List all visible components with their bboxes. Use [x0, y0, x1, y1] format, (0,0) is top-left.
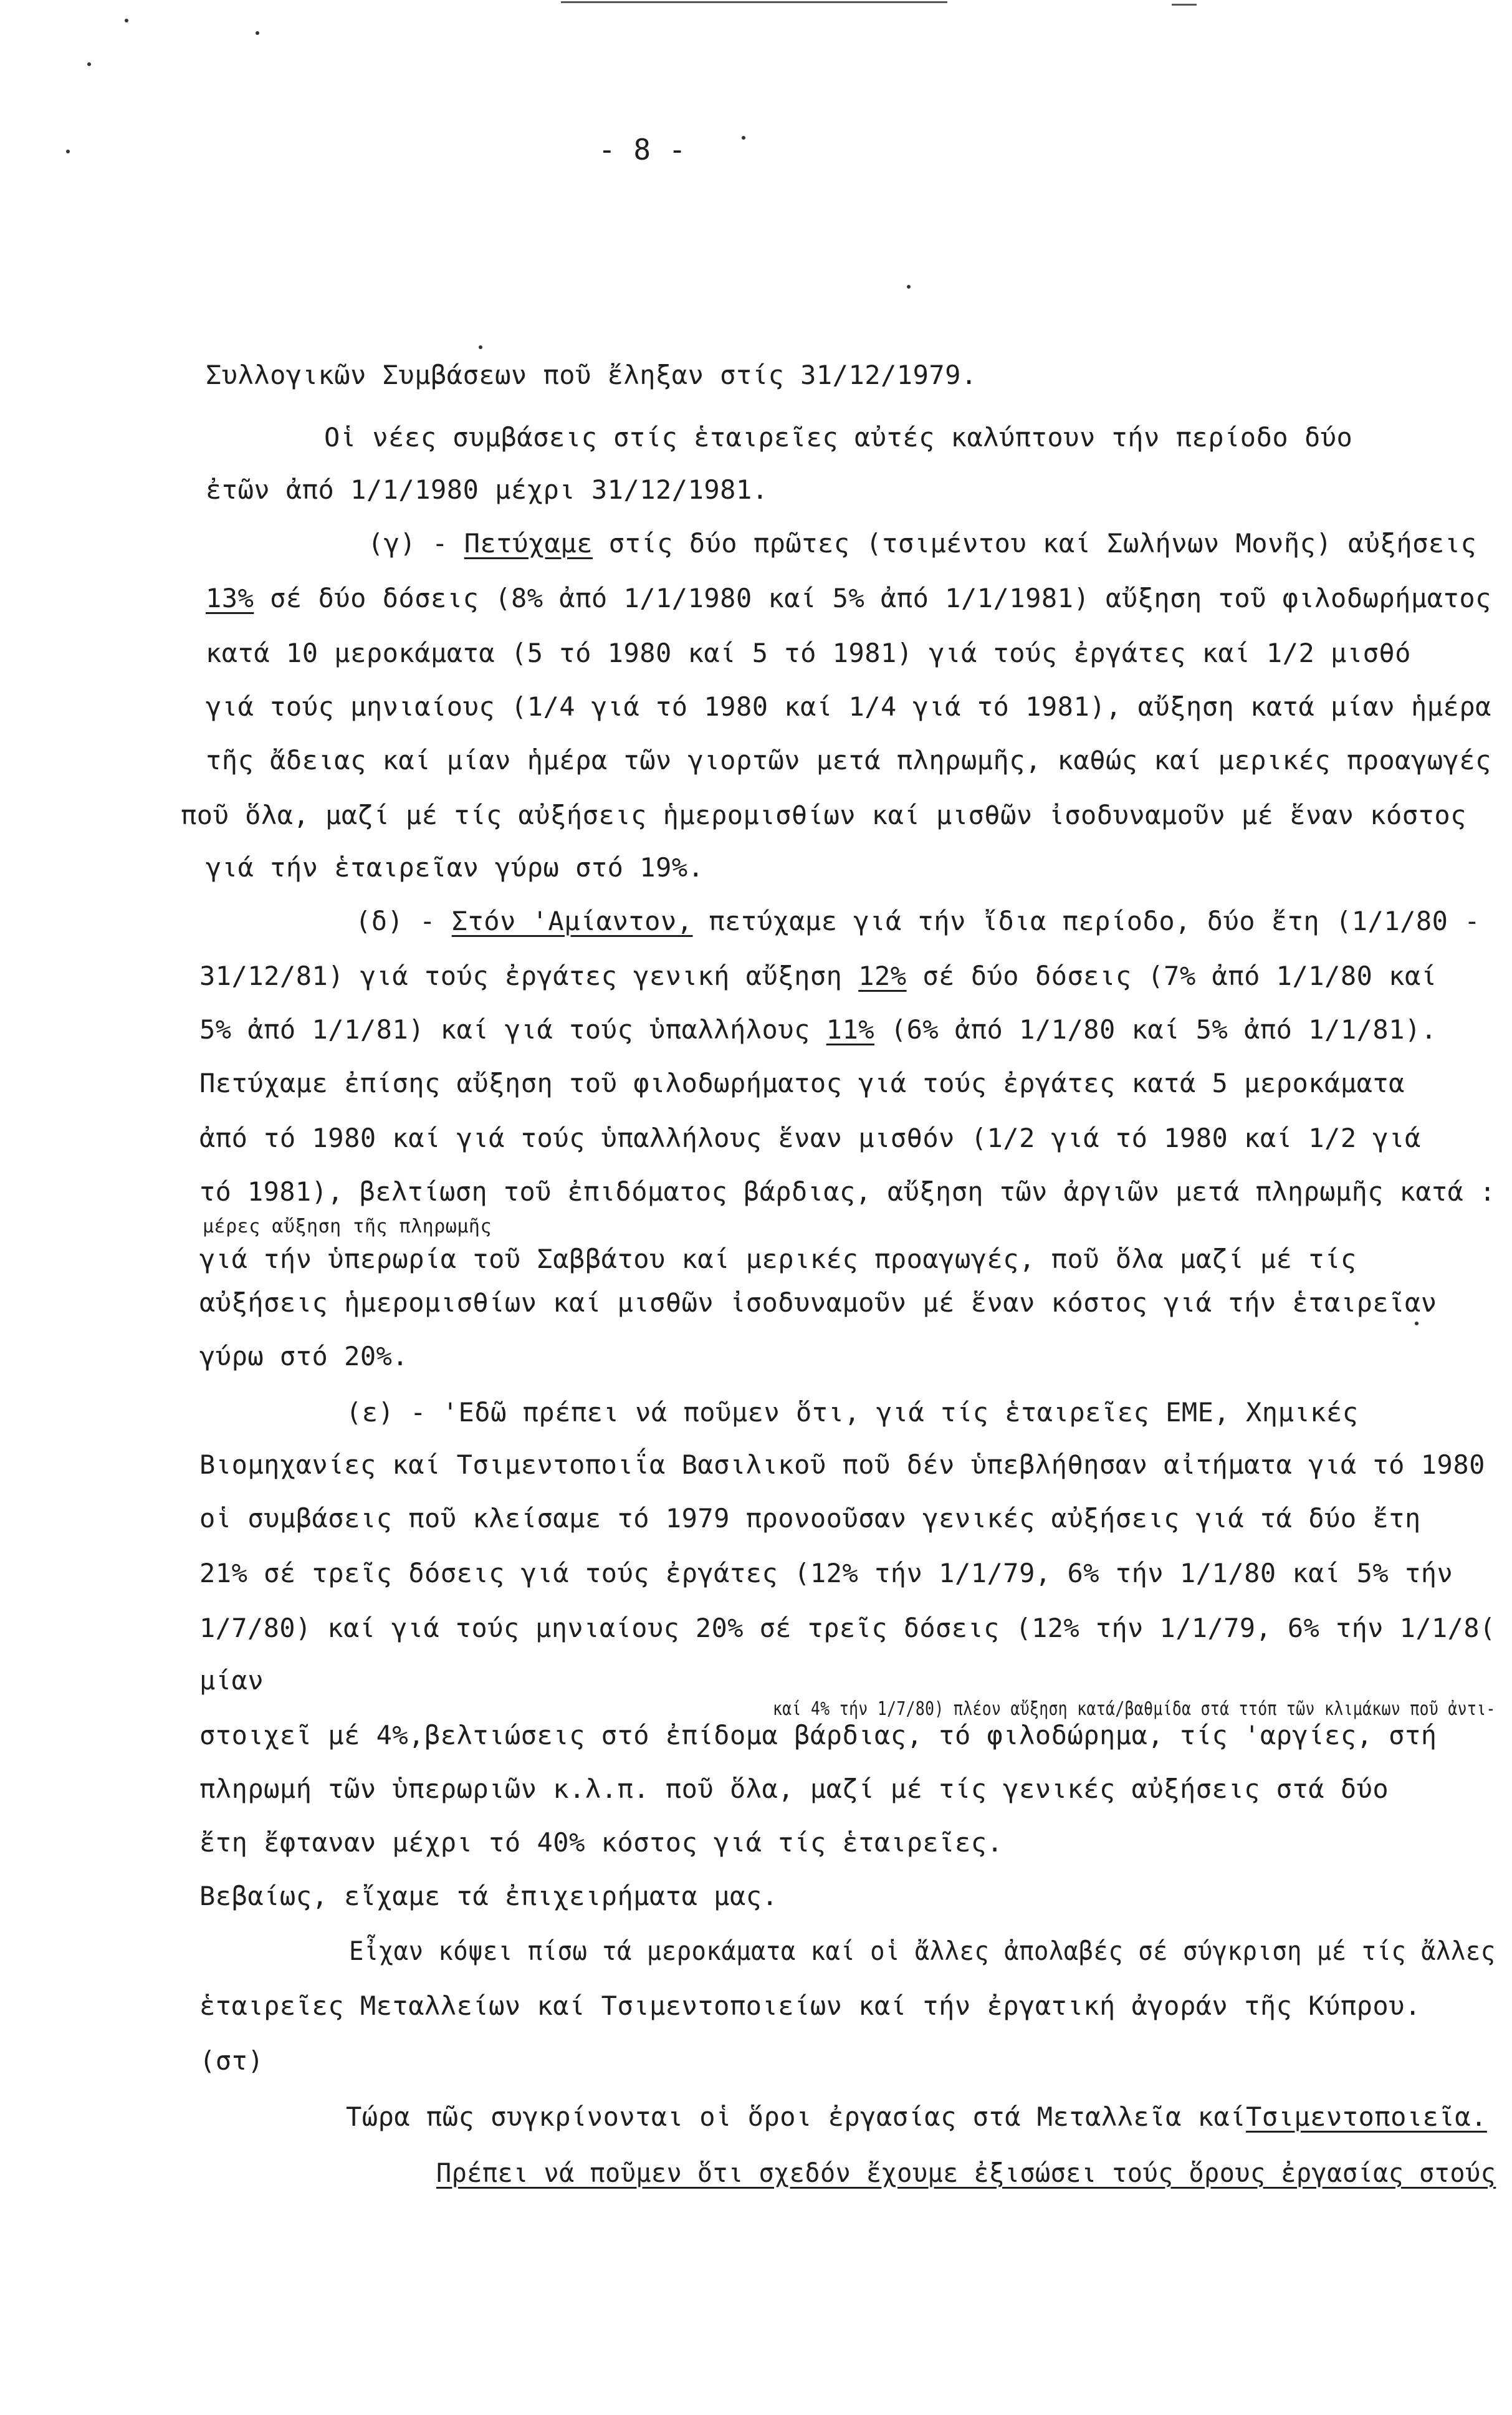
text-line: κατά 10 μεροκάματα (5 τό 1980 καί 5 τό 1981) γιά τούς ἐργάτες καί 1/2 μισθό — [206, 638, 1411, 668]
text-line: Εἶχαν κόψει πίσω τά μεροκάματα καί οἱ ἄλλες ἀπολαβές σέ σύγκριση μέ τίς ἄλλες — [349, 1936, 1496, 1966]
text-line: ἐτῶν ἀπό 1/1/1980 μέχρι 31/12/1981. — [206, 474, 768, 505]
scan-speck — [907, 285, 911, 289]
scan-speck — [125, 19, 128, 22]
text-line — [346, 2098, 1487, 2136]
text-line — [206, 580, 1491, 617]
scan-speck — [479, 345, 482, 349]
text-line: γύρω στό 20%. — [199, 1341, 409, 1371]
section-label: Τώρα πῶς συγκρίνονται οἱ ὅροι ἐργασίας στά Μεταλλεῖα καί — [346, 2101, 1246, 2132]
text-span: (6% ἀπό 1/1/80 καί 5% ἀπό 1/1/81). — [874, 1014, 1437, 1045]
text-line — [355, 903, 1480, 940]
text-line: αὐξήσεις ἡμερομισθίων καί μισθῶν ἰσοδυναμοῦν μέ ἕναν κόστος γιά τήν ἑταιρεῖαν — [199, 1287, 1437, 1318]
text-line: τῆς ἄδειας καί μίαν ἡμέρα τῶν γιορτῶν μετά πληρωμῆς, καθώς καί μερικές προαγωγές — [206, 745, 1491, 775]
text-line: (στ) — [199, 2045, 264, 2076]
text-span: πετύχαμε γιά τήν ἴδια περίοδο, δύο ἔτη (1/1/80 - — [692, 906, 1481, 936]
text-line: ἀπό τό 1980 καί γιά τούς ὑπαλλήλους ἕναν μισθόν (1/2 γιά τό 1980 καί 1/2 γιά — [199, 1123, 1421, 1153]
text-line: Βιομηχανίες καί Τσιμεντοποιΐα Βασιλικοῦ ποῦ δέν ὑπεβλήθησαν αἰτήματα γιά τό 1980 — [199, 1449, 1485, 1480]
text-line: ἔτη ἔφταναν μέχρι τό 40% κόστος γιά τίς ἑταιρεῖες. — [199, 1827, 1003, 1858]
text-line — [368, 525, 1476, 562]
section-heading-continued: Πρέπει νά ποῦμεν ὅτι σχεδόν ἔχουμε ἐξισώσει τούς ὅρους ἐργασίας στούς — [436, 2158, 1496, 2188]
text-span: 31/12/81) γιά τούς ἐργάτες γενική αὔξηση — [199, 961, 859, 991]
text-line: ποῦ ὅλα, μαζί μέ τίς αὐξήσεις ἡμερομισθίων καί μισθῶν ἰσοδυναμοῦν μέ ἕναν κόστος — [181, 800, 1467, 830]
section-heading: Τσιμεντοποιεῖα. — [1246, 2101, 1487, 2132]
text-line — [199, 958, 1437, 995]
top-edge-mark — [1172, 4, 1197, 6]
scan-speck — [256, 31, 259, 35]
text-line: μίαν — [199, 1665, 264, 1696]
scan-speck — [1415, 1322, 1419, 1325]
page-number: - 8 - — [598, 133, 686, 166]
text-line: τό 1981), βελτίωση τοῦ ἐπιδόματος βάρδιας, αὔξηση τῶν ἀργιῶν μετά πληρωμῆς κατά : — [199, 1176, 1496, 1207]
section-label: (γ) - — [368, 528, 464, 559]
text-line: Οἱ νέες συμβάσεις στίς ἑταιρεῖες αὐτές καλύπτουν τήν περίοδο δύο — [324, 422, 1353, 453]
text-line: (ε) - 'Εδῶ πρέπει νά ποῦμεν ὅτι, γιά τίς ἑταιρεῖες ΕΜΕ, Χημικές — [346, 1397, 1359, 1428]
scan-speck — [66, 150, 70, 153]
text-line: 21% σέ τρεῖς δόσεις γιά τούς ἐργάτες (12% τήν 1/1/79, 6% τήν 1/1/80 καί 5% τήν — [199, 1558, 1453, 1588]
interlinear-insertion: καί 4% τήν 1/7/80) πλέον αὔξηση κατά/βαθμίδα στά ττόπ τῶν κλιμάκων ποῦ ἀντι- — [773, 1698, 1496, 1720]
underlined-phrase: 13% — [206, 583, 254, 613]
text-line: Συλλογικῶν Συμβάσεων ποῦ ἔληξαν στίς 31/12/1979. — [206, 360, 977, 390]
underlined-phrase: Πετύχαμε — [464, 528, 593, 559]
underlined-phrase: Στόν 'Αμίαντον, — [451, 906, 693, 936]
text-span: σέ δύο δόσεις (8% ἀπό 1/1/1980 καί 5% ἀπό 1/1/1981) αὔξηση τοῦ φιλοδωρήματος — [254, 583, 1491, 613]
scan-speck — [742, 136, 745, 140]
text-span: σέ δύο δόσεις (7% ἀπό 1/1/80 καί — [906, 961, 1437, 991]
text-span: 5% ἀπό 1/1/81) καί γιά τούς ὑπαλλήλους — [199, 1014, 826, 1045]
text-line — [199, 1011, 1437, 1049]
text-line: 1/7/80) καί γιά τούς μηνιαίους 20% σέ τρεῖς δόσεις (12% τήν 1/1/79, 6% τήν 1/1/8( — [199, 1613, 1496, 1643]
underlined-phrase: 11% — [826, 1014, 875, 1045]
text-line: οἱ συμβάσεις ποῦ κλείσαμε τό 1979 προνοοῦσαν γενικές αὐξήσεις γιά τά δύο ἔτη — [199, 1503, 1421, 1534]
text-line: Πετύχαμε ἐπίσης αὔξηση τοῦ φιλοδωρήματος γιά τούς ἐργάτες κατά 5 μεροκάματα — [199, 1068, 1405, 1098]
text-line: γιά τήν ὑπερωρία τοῦ Σαββάτου καί μερικές προαγωγές, ποῦ ὅλα μαζί μέ τίς — [199, 1244, 1357, 1274]
top-edge-mark — [561, 1, 947, 3]
text-line: γιά τήν ἑταιρεῖαν γύρω στό 19%. — [206, 852, 704, 883]
text-line: Βεβαίως, εἴχαμε τά ἐπιχειρήματα μας. — [199, 1881, 778, 1911]
text-line: στοιχεῖ μέ 4%,βελτιώσεις στό ἐπίδομα βάρδιας, τό φιλοδώρημα, τίς 'αργίες, στή — [199, 1720, 1437, 1750]
scan-speck — [87, 62, 91, 66]
underlined-phrase: 12% — [858, 961, 907, 991]
text-span: στίς δύο πρῶτες (τσιμέντου καί Σωλήνων Μονῆς) αὐξήσεις — [593, 528, 1477, 559]
interlinear-insertion: μέρες αὔξηση τῆς πληρωμῆς — [203, 1216, 492, 1237]
text-line: πληρωμή τῶν ὑπερωριῶν κ.λ.π. ποῦ ὅλα, μαζί μέ τίς γενικές αὐξήσεις στά δύο — [199, 1774, 1389, 1804]
section-label: (δ) - — [355, 906, 452, 936]
text-line: ἑταιρεῖες Μεταλλείων καί Τσιμεντοποιείων καί τήν ἐργατική ἀγοράν τῆς Κύπρου. — [199, 1990, 1421, 2021]
text-line: γιά τούς μηνιαίους (1/4 γιά τό 1980 καί 1/4 γιά τό 1981), αὔξηση κατά μίαν ἡμέρα — [206, 691, 1491, 722]
